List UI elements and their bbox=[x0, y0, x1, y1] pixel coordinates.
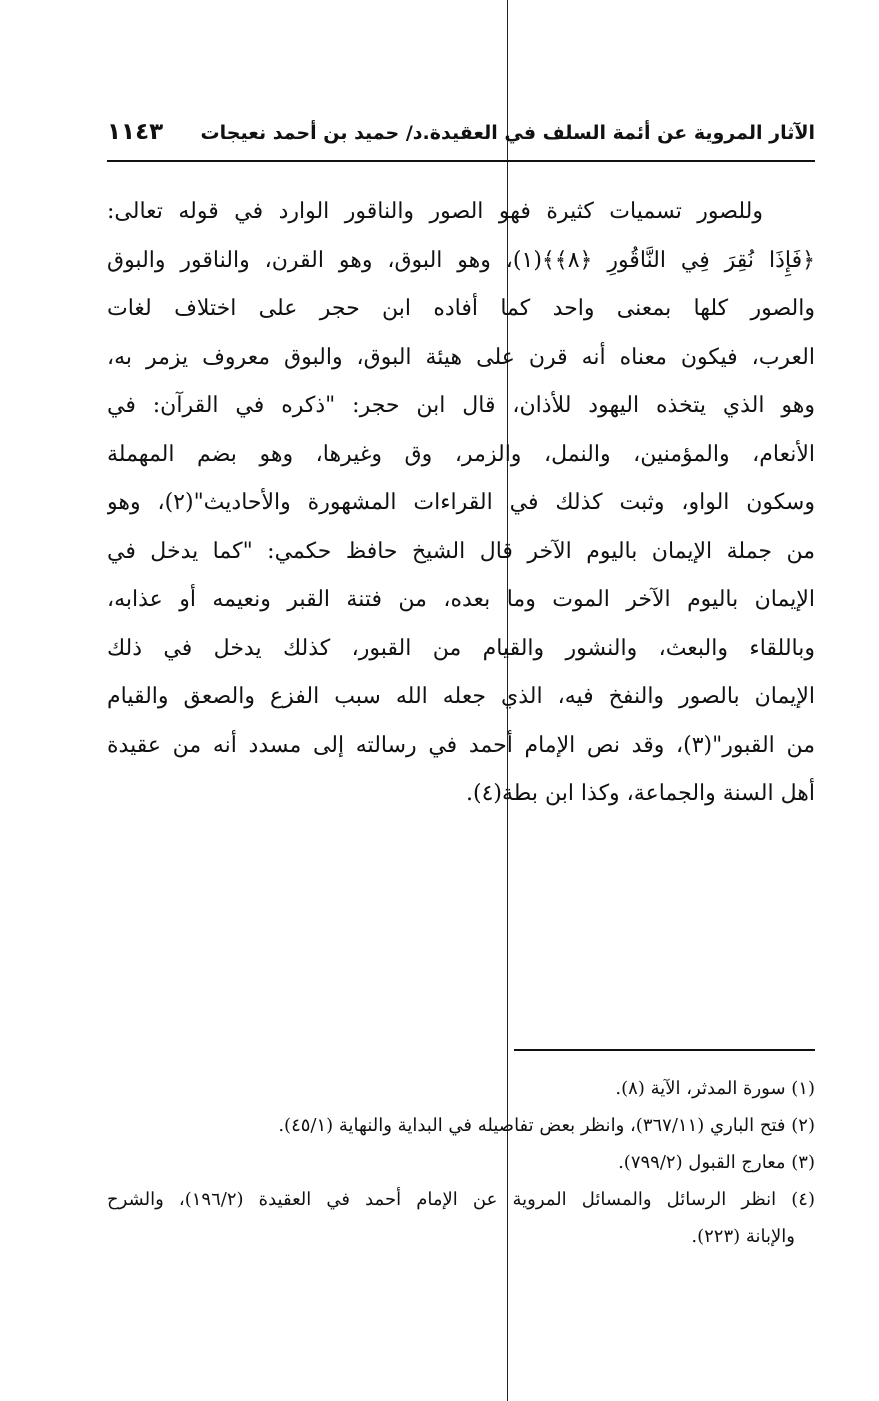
running-header bbox=[107, 117, 815, 148]
text-line: الأنعام، والمؤمنين، والنمل، والزمر، وق وغيرها، وهو بضم المهملة bbox=[107, 441, 815, 467]
text-line: وللصور تسميات كثيرة فهو الصور والناقور الوارد في قوله تعالى: bbox=[107, 199, 763, 224]
text-line: وسكون الواو، وثبت كذلك في القراءات المشهورة والأحاديث"(٢)، وهو bbox=[107, 490, 815, 515]
text-line: من القبور"(٣)، وقد نص الإمام أحمد في رسالته إلى مسدد أنه من عقيدة bbox=[107, 732, 815, 758]
text-line: العرب، فيكون معناه أنه قرن على هيئة البوق، والبوق معروف يزمر به، bbox=[107, 344, 815, 370]
text-line: الإيمان بالصور والنفخ فيه، الذي جعله الله سبب الفزع والصعق والقيام bbox=[107, 684, 815, 709]
text-line: وباللقاء والبعث، والنشور والقيام من القبور، كذلك يدخل في ذلك bbox=[107, 635, 815, 661]
footnote-2: (٢) فتح الباري (٣٦٧/١١)، وانظر بعض تفاصيله في البداية والنهاية (٤٥/١). bbox=[278, 1115, 815, 1136]
footnote-separator bbox=[514, 1049, 815, 1051]
footnote-4: (٤) انظر الرسائل والمسائل المروية عن الإمام أحمد في العقيدة (١٩٦/٢)، والشرح bbox=[107, 1189, 815, 1210]
text-line: وهو الذي يتخذه اليهود للأذان، قال ابن حجر: "ذكره في القرآن: في bbox=[107, 393, 815, 418]
header-rule bbox=[107, 160, 815, 162]
text-line: أهل السنة والجماعة، وكذا ابن بطة(٤). bbox=[466, 781, 815, 806]
text-line: الإيمان باليوم الآخر الموت وما بعده، من فتنة القبر ونعيمه أو عذابه، bbox=[107, 587, 815, 612]
footnote-1: (١) سورة المدثر، الآية (٨). bbox=[615, 1078, 815, 1099]
footnote-4-continuation: والإبانة (٢٢٣). bbox=[691, 1226, 795, 1247]
header-title: الآثار المروية عن أئمة السلف في العقيدة.د/ حميد بن أحمد نعيجات bbox=[200, 122, 815, 144]
text-line: من جملة الإيمان باليوم الآخر قال الشيخ حافظ حكمي: "كما يدخل في bbox=[107, 538, 815, 564]
text-line: والصور كلها بمعنى واحد كما أفاده ابن حجر على اختلاف لغات bbox=[107, 296, 815, 321]
footnote-3: (٣) معارج القبول (٧٩٩/٢). bbox=[618, 1152, 815, 1173]
main-text bbox=[107, 188, 815, 819]
text-line: ﴿فَإِذَا نُقِرَ فِي النَّاقُورِ ﴿٨﴾﴾(١)، وهو البوق، وهو القرن، والناقور والبوق bbox=[107, 247, 815, 273]
page-number: ١١٤٣ bbox=[107, 119, 164, 145]
footnotes bbox=[107, 1070, 815, 1255]
